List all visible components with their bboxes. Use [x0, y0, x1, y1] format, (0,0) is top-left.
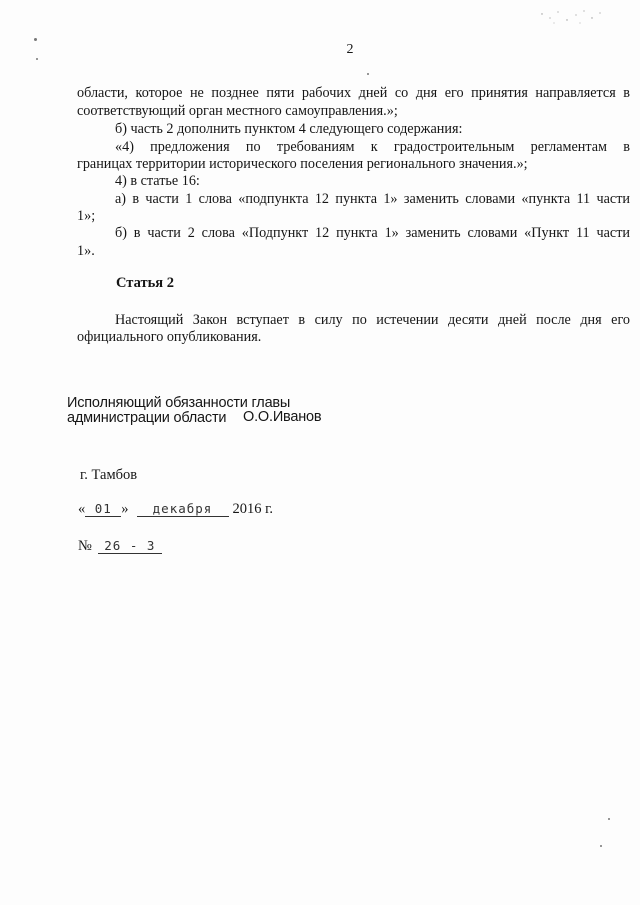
body-line: 1».	[77, 243, 95, 259]
scan-speck	[608, 818, 610, 820]
date-year: 2016 г.	[232, 501, 274, 517]
scan-speck	[34, 38, 37, 41]
scan-noise-marks	[532, 6, 612, 28]
body-line: 1»;	[77, 208, 96, 224]
document-number: 26 - 3	[98, 539, 162, 554]
signatory-title-line1: Исполняющий обязанности главы	[67, 395, 291, 411]
body-line: б) часть 2 дополнить пунктом 4 следующего содержания:	[115, 121, 463, 137]
body-line: области, которое не позднее пяти рабочих дней со дня его принятия направляется в	[77, 85, 630, 101]
body-line: б) в части 2 слова «Подпункт 12 пункта 1» заменить словами «Пункт 11 части	[115, 225, 630, 241]
date-month: декабря	[137, 502, 229, 517]
article-text-line: официального опубликования.	[77, 329, 262, 345]
body-line: границах территории исторического поселения регионального значения.»;	[77, 156, 528, 172]
document-number-line	[78, 538, 162, 555]
scan-speck	[600, 845, 602, 847]
date-day: 01	[85, 502, 121, 517]
body-line: 4) в статье 16:	[115, 173, 200, 189]
signatory-name: О.О.Иванов	[243, 409, 322, 425]
article-text-line: Настоящий Закон вступает в силу по истечении десяти дней после дня его	[115, 312, 630, 328]
body-line: соответствующий орган местного самоуправления.»;	[77, 103, 398, 119]
date-close-quote: »	[121, 501, 129, 517]
place-of-signing: г. Тамбов	[80, 467, 138, 483]
body-line: а) в части 1 слова «подпункта 12 пункта 1» заменить словами «пункта 11 части	[115, 191, 630, 207]
scan-speck	[367, 73, 369, 75]
article-heading: Статья 2	[116, 275, 174, 291]
signatory-title-line2: администрации области	[67, 410, 227, 426]
page-number: 2	[346, 42, 354, 57]
number-sign: №	[78, 538, 92, 554]
date-line	[78, 501, 273, 518]
scan-speck	[36, 58, 38, 60]
body-line: «4) предложения по требованиям к градостроительным регламентам в	[115, 139, 630, 155]
date-open-quote: «	[78, 501, 86, 517]
